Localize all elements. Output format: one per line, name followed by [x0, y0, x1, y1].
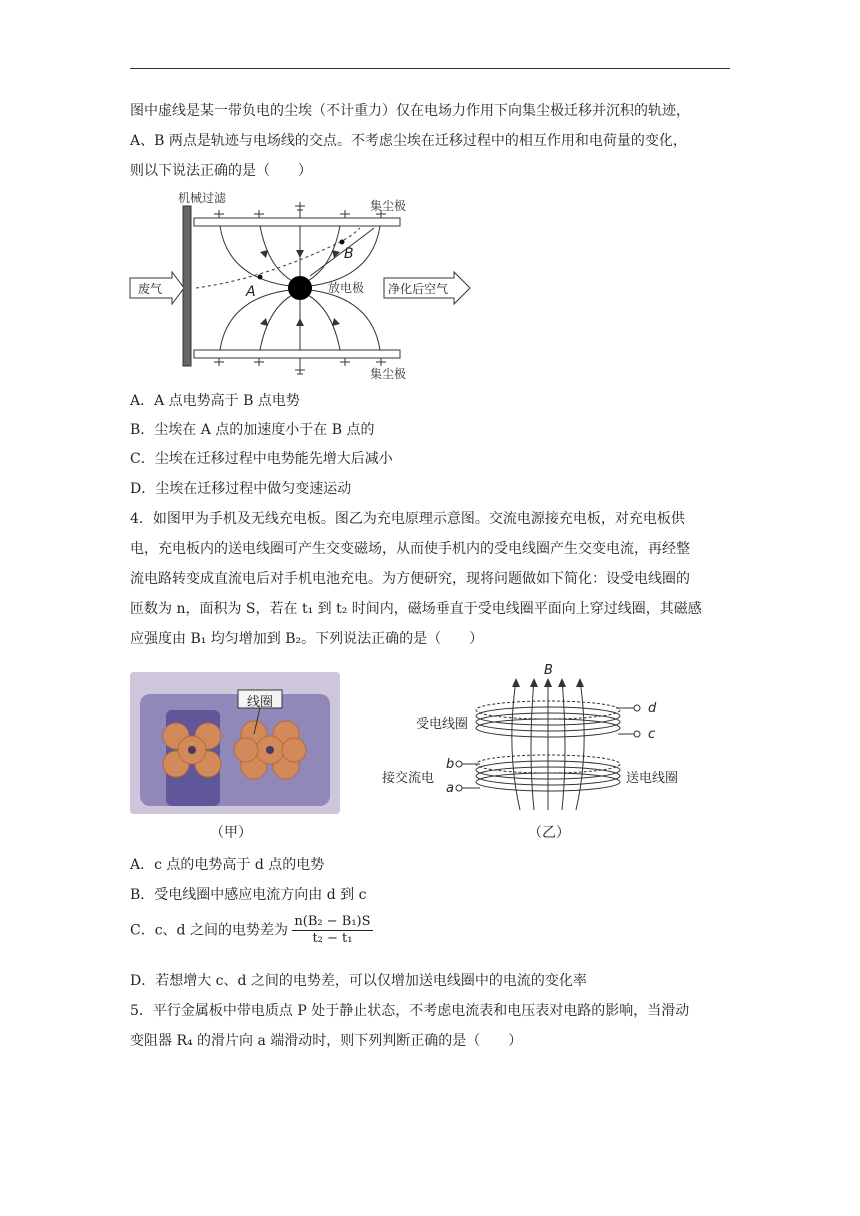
- q4-option-c: [130, 914, 735, 947]
- terminal-c-label: c: [648, 727, 656, 742]
- point-a-label: A: [246, 284, 256, 300]
- dust-trajectory: [196, 228, 360, 288]
- q5-stem-line-1: 5．平行金属板中带电质点 P 处于静止状态，不考虑电流表和电压表对电路的影响，当滑动: [130, 1003, 690, 1019]
- filter-plate: [183, 206, 191, 366]
- coil-label: 线圈: [246, 695, 273, 710]
- q3-stem-line-3: 则以下说法正确的是（ ）: [130, 163, 312, 179]
- terminal-d-label: d: [648, 701, 657, 716]
- q3-option-b: B．尘埃在 A 点的加速度小于在 B 点的: [130, 422, 375, 438]
- q4-option-c-text: C．c、d 之间的电势差为: [130, 922, 288, 939]
- q5-stem-line-2: 变阻器 R₄ 的滑片向 a 端滑动时，则下列判断正确的是（ ）: [130, 1033, 523, 1049]
- bottom-collector-label: 集尘极: [370, 367, 407, 381]
- q3-option-a: A．A 点电势高于 B 点电势: [130, 393, 300, 409]
- receiving-coil-label: 受电线圈: [416, 717, 469, 732]
- q3-option-c: C．尘埃在迁移过程中电势能先增大后减小: [130, 451, 393, 467]
- q4-stem-line-5: 应强度由 B₁ 均匀增加到 B₂。下列说法正确的是（ ）: [130, 631, 484, 647]
- coil-schematic: [378, 660, 708, 820]
- outlet-label: 净化后空气: [388, 282, 449, 296]
- bottom-collector-plate: [194, 350, 400, 358]
- charging-pad-illustration: [130, 672, 340, 814]
- terminal-a-label: a: [446, 781, 454, 796]
- figure-jia-caption: （甲）: [210, 825, 252, 841]
- inlet-label: 废气: [138, 282, 163, 296]
- top-collector-plate: [194, 218, 400, 226]
- point-b-label: B: [344, 246, 354, 262]
- b-field-label: B: [544, 663, 553, 678]
- terminal-b-label: b: [446, 757, 455, 772]
- q3-option-d: D．尘埃在迁移过程中做匀变速运动: [130, 481, 352, 497]
- point-a-dot: [258, 275, 263, 280]
- discharge-label: 放电极: [328, 281, 365, 295]
- filter-label: 机械过滤: [178, 191, 227, 205]
- q4-option-d: D．若想增大 c、d 之间的电势差，可以仅增加送电线圈中的电流的变化率: [130, 973, 587, 989]
- sending-coil-label: 送电线圈: [626, 771, 679, 786]
- precipitator-diagram: [128, 188, 478, 384]
- q4-option-b: B．受电线圈中感应电流方向由 d 到 c: [130, 887, 367, 903]
- q4-stem-line-2: 电，充电板内的送电线圈可产生交变磁场，从而使手机内的受电线圈产生交变电流，再经整: [130, 541, 690, 557]
- q4-stem-line-1: 4．如图甲为手机及无线充电板。图乙为充电原理示意图。交流电源接充电板，对充电板供: [130, 511, 685, 527]
- fraction-numerator: n(B₂ − B₁)S: [294, 914, 371, 929]
- fraction-denominator: t₂ − t₁: [312, 931, 353, 946]
- figure-yi-caption: （乙）: [528, 825, 570, 841]
- top-collector-label: 集尘极: [370, 199, 407, 213]
- point-b-dot: [340, 240, 345, 245]
- header-rule: [130, 68, 730, 69]
- field-arrowheads: [512, 678, 584, 687]
- q4-stem-line-3: 流电路转变成直流电后对手机电池充电。为方便研究，现将问题做如下简化：设受电线圈的: [130, 571, 690, 587]
- q4-option-a: A．c 点的电势高于 d 点的电势: [130, 857, 325, 873]
- discharge-electrode: [288, 276, 312, 300]
- ac-input-label: 接交流电: [382, 771, 435, 786]
- q4-option-c-fraction: [292, 914, 372, 947]
- q3-stem-line-1: 图中虚线是某一带负电的尘埃（不计重力）仅在电场力作用下向集尘极迁移并沉积的轨迹，: [130, 103, 690, 119]
- q3-stem-line-2: A、B 两点是轨迹与电场线的交点。不考虑尘埃在迁移过程中的相互作用和电荷量的变化，: [130, 133, 687, 149]
- q4-stem-line-4: 匝数为 n，面积为 S，若在 t₁ 到 t₂ 时间内，磁场垂直于受电线圈平面向上穿过线圈，其磁感: [130, 601, 702, 617]
- charging-pad-photo: [130, 672, 340, 814]
